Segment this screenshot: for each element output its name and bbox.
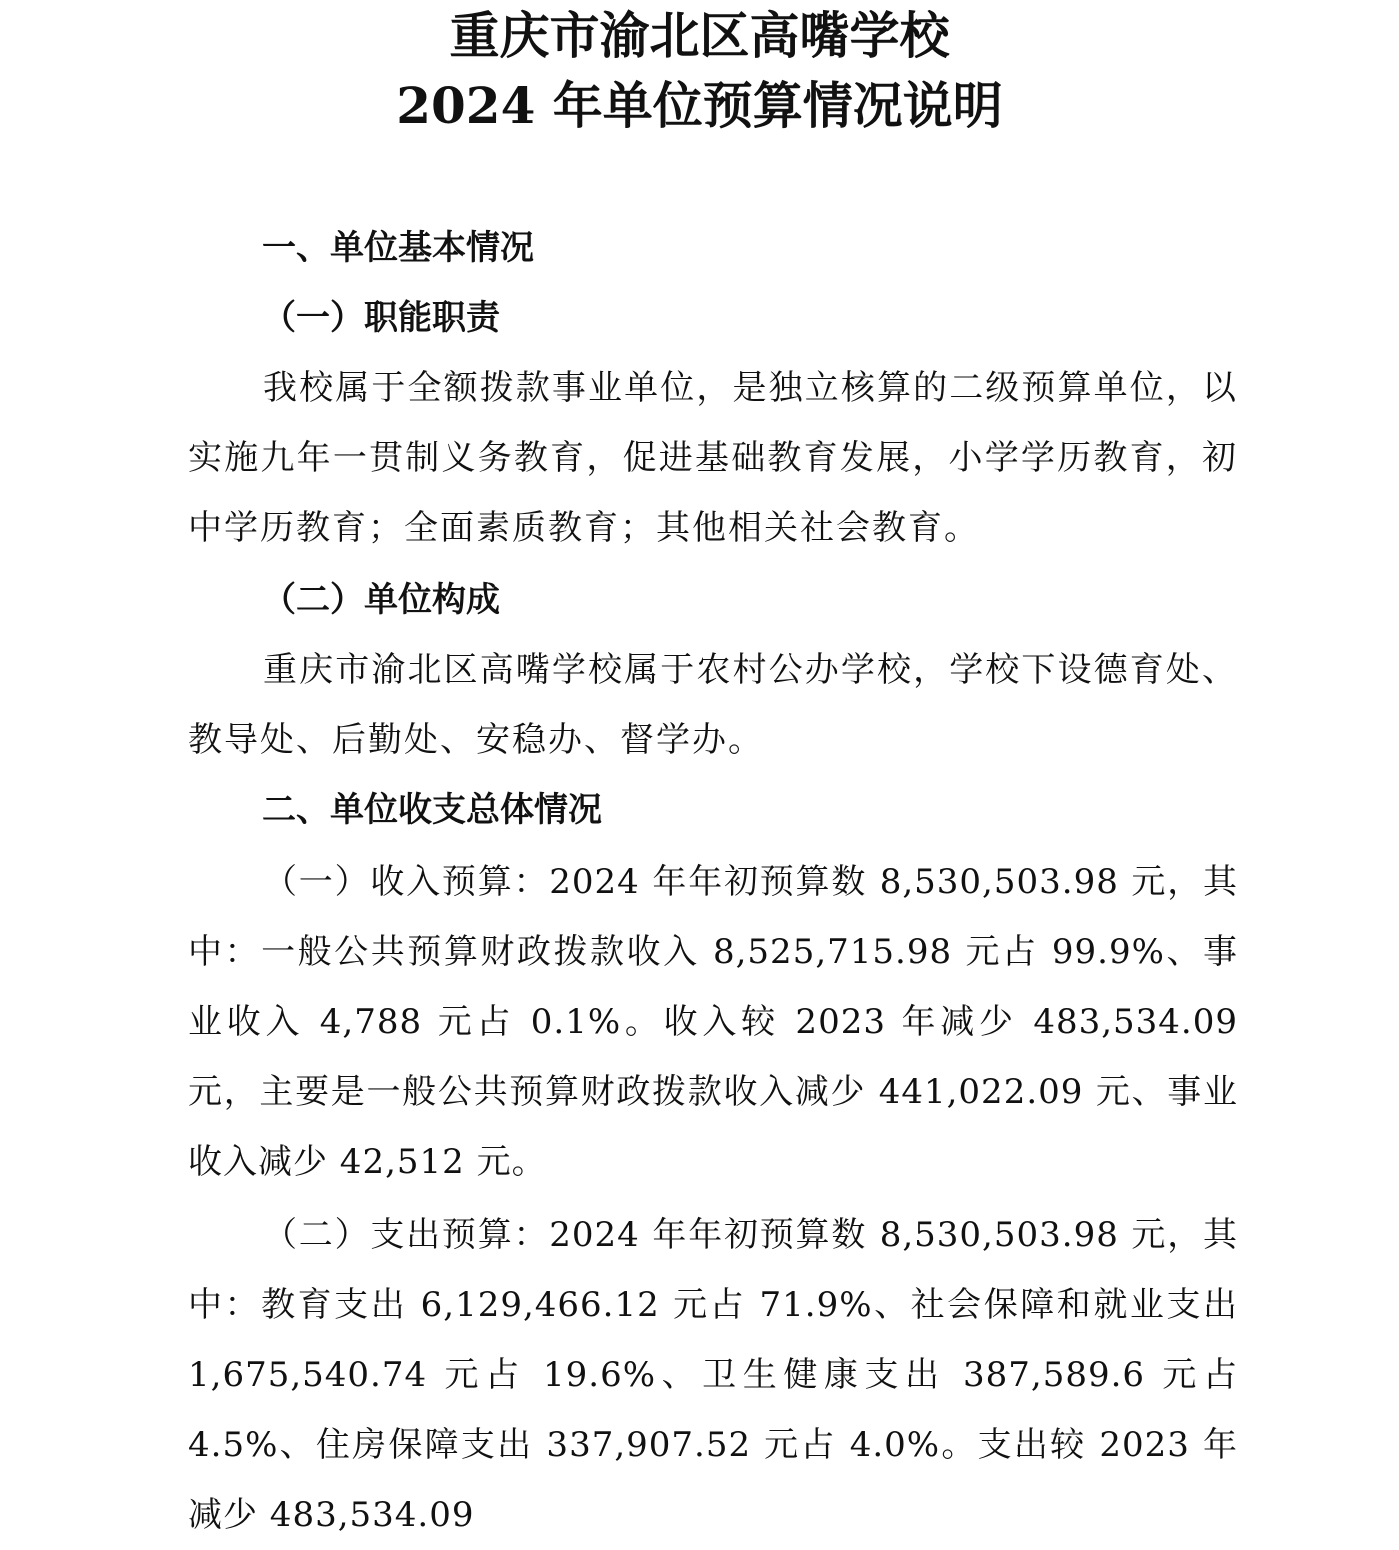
section1-sub2-paragraph: 重庆市渝北区高嘴学校属于农村公办学校，学校下设德育处、教导处、后勤处、安稳办、督学办。 [188,650,1238,760]
document-title-line1: 重庆市渝北区高嘴学校 [449,6,950,65]
section1-sub2-heading: （二）单位构成 [262,580,500,620]
expense-paragraph: （二）支出预算：2024 年年初预算数 8,530,503.98 元，其中：教育支出 6,129,466.12 元占 71.9%、社会保障和就业支出 1,675,540.74 元占 19.6%、卫生健康支出 387,589.6 元占 4.5%、住房保障支出 337,907.52 元占 4.0%。支出较 2023 年减少 483,534.09 [188,1215,1238,1535]
income-paragraph: （一）收入预算：2024 年年初预算数 8,530,503.98 元，其中：一般公共预算财政拨款收入 8,525,715.98 元占 99.9%、事业收入 4,788 元占 0.1%。收入较 2023 年减少 483,534.09 元，主要是一般公共预算财政拨款收入减少 441,022.09 元、事业收入减少 42,512 元。 [188,862,1238,1182]
section1-sub1-paragraph: 我校属于全额拨款事业单位，是独立核算的二级预算单位，以实施九年一贯制义务教育，促进基础教育发展，小学学历教育，初中学历教育；全面素质教育；其他相关社会教育。 [188,368,1238,548]
section2-heading: 二、单位收支总体情况 [262,790,602,830]
section1-sub1-heading: （一）职能职责 [262,298,500,338]
document-title-line2: 2024 年单位预算情况说明 [396,76,1003,135]
section1-heading: 一、单位基本情况 [262,228,534,268]
